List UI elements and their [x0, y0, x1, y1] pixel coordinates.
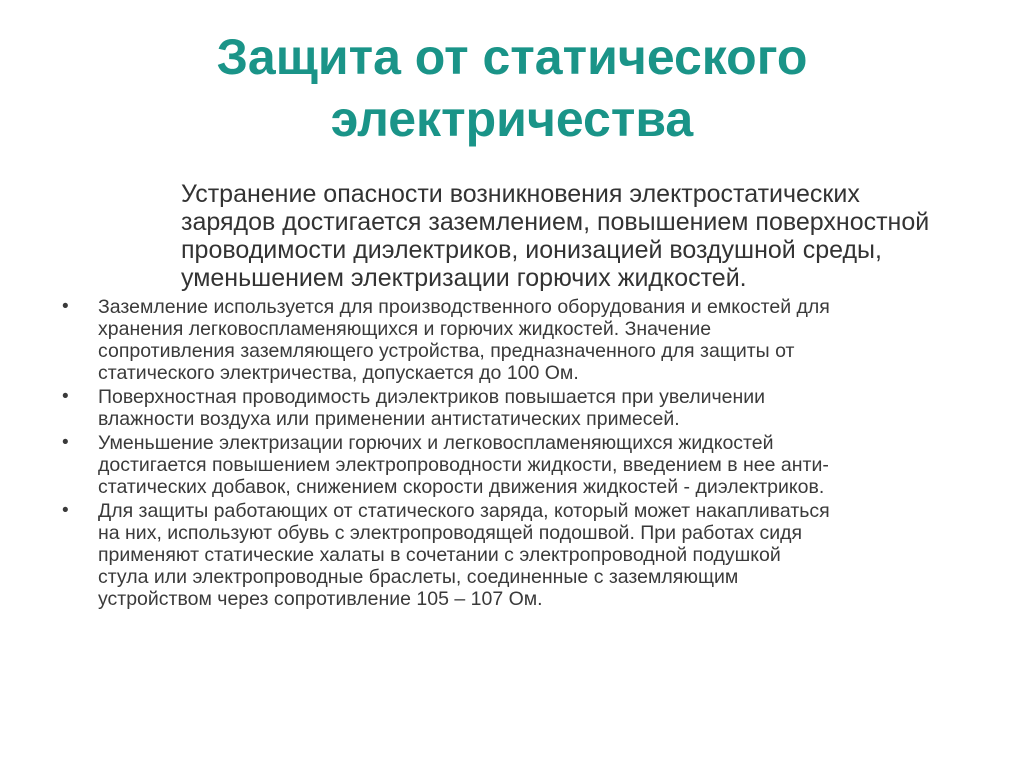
bullet-item-electrification-reduction — [54, 432, 984, 498]
bullet-item-surface-conductivity — [54, 386, 984, 430]
slide-title-line-2: электричества — [330, 91, 694, 147]
bullet-line: Заземление используется для производственного оборудования и емкостей для — [98, 296, 830, 318]
bullet-line: Для защиты работающих от статического заряда, который может накапливаться — [98, 500, 830, 522]
lead-line: уменьшением электризации горючих жидкостей. — [181, 264, 747, 292]
lead-line: Устранение опасности возникновения электростатических — [181, 180, 860, 208]
lead-line: зарядов достигается заземлением, повышением поверхностной — [181, 208, 930, 236]
bullet-marker: • — [62, 432, 69, 453]
lead-paragraph — [181, 180, 981, 292]
bullet-line: на них, используют обувь с электропроводящей подошвой. При работах сидя — [98, 522, 803, 544]
bullet-line: хранения легковоспламеняющихся и горючих жидкостей. Значение — [98, 318, 712, 340]
bullet-item-worker-protection — [54, 500, 984, 610]
bullet-list — [54, 296, 984, 612]
bullet-line: статического электричества, допускается до 100 Ом. — [98, 362, 579, 384]
slide-title-line-1: Защита от статического — [216, 29, 808, 85]
bullet-line: Поверхностная проводимость диэлектриков повышается при увеличении — [98, 386, 766, 408]
lead-line: проводимости диэлектриков, ионизацией воздушной среды, — [181, 236, 882, 264]
bullet-line: устройством через сопротивление 105 – 107 Ом. — [98, 588, 543, 610]
slide-title — [60, 26, 964, 150]
bullet-marker: • — [62, 296, 69, 317]
bullet-line: сопротивления заземляющего устройства, предназначенного для защиты от — [98, 340, 795, 362]
bullet-line: стула или электропроводные браслеты, соединенные с заземляющим — [98, 566, 739, 588]
bullet-marker: • — [62, 500, 69, 521]
bullet-line: достигается повышением электропроводности жидкости, введением в нее анти- — [98, 454, 829, 476]
bullet-item-grounding — [54, 296, 984, 384]
bullet-line: применяют статические халаты в сочетании с электропроводной подушкой — [98, 544, 781, 566]
bullet-line: Уменьшение электризации горючих и легковоспламеняющихся жидкостей — [98, 432, 774, 454]
bullet-line: влажности воздуха или применении антистатических примесей. — [98, 408, 680, 430]
bullet-line: статических добавок, снижением скорости движения жидкостей - диэлектриков. — [98, 476, 825, 498]
bullet-marker: • — [62, 386, 69, 407]
